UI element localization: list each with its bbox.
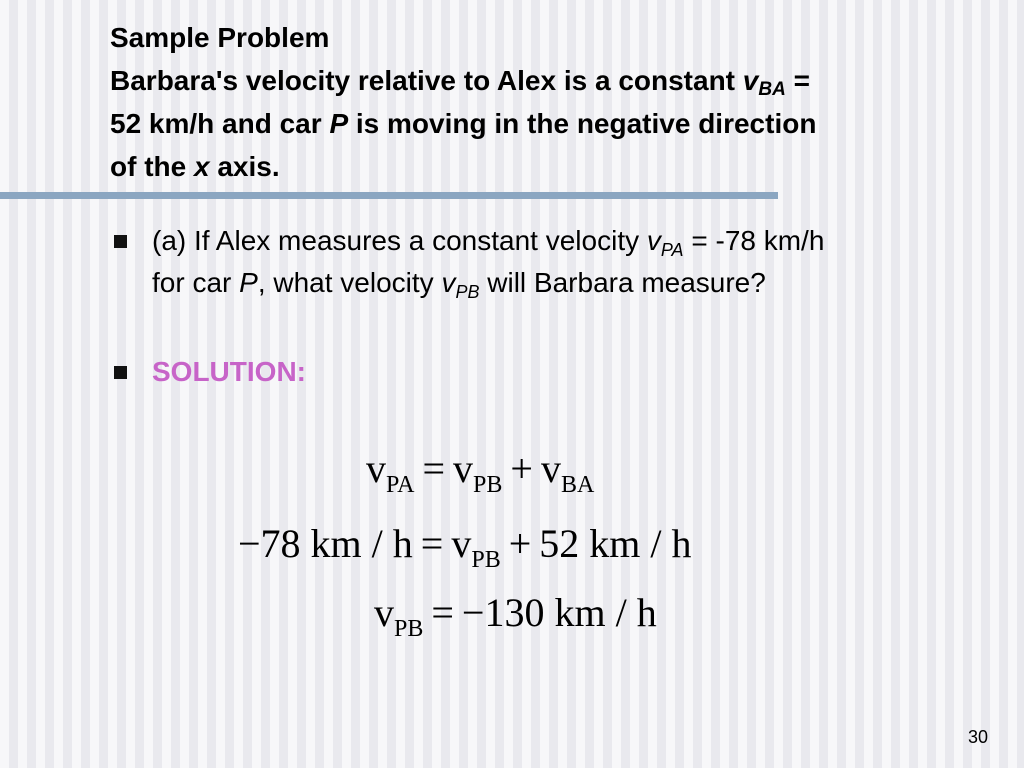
question-text: (a) If Alex measures a constant velocity — [152, 225, 647, 256]
eq-operator: = — [420, 521, 444, 566]
title-text: of the — [110, 151, 194, 182]
eq-subscript: PB — [394, 616, 424, 642]
velocity-subscript — [661, 240, 684, 260]
eq-value: −130 km / h — [461, 590, 657, 635]
subscript-text: PB — [455, 282, 480, 302]
eq-symbol: v — [451, 521, 472, 566]
eq-operator: = — [431, 590, 454, 635]
title-text: is moving in the negative direction — [348, 108, 817, 139]
eq-symbol: v — [540, 446, 561, 491]
eq-symbol: v — [366, 446, 386, 491]
question-text: for car — [152, 267, 240, 298]
title-line-3 — [110, 102, 990, 145]
title-text: axis. — [209, 151, 280, 182]
eq-subscript: PB — [473, 472, 503, 498]
page-number: 30 — [967, 727, 988, 747]
title-text: = — [785, 65, 810, 96]
title-line-4 — [110, 145, 990, 188]
title-text: Barbara's velocity relative to Alex is a constant — [110, 65, 743, 96]
velocity-symbol: v — [742, 65, 759, 96]
slide-title — [110, 16, 990, 188]
question-text: , what velocity — [257, 267, 442, 298]
bullet-item-question — [152, 220, 1012, 304]
title-text: 52 km/h and car — [110, 108, 330, 139]
velocity-symbol: v — [646, 225, 661, 256]
velocity-subscript — [455, 282, 479, 302]
eq-operator: = — [422, 446, 446, 491]
eq-subscript: PA — [386, 472, 415, 498]
equation-result — [374, 589, 657, 642]
bullet-square-icon — [114, 366, 127, 379]
question-text: will Barbara measure? — [479, 267, 766, 298]
eq-operator: + — [508, 521, 532, 566]
car-symbol: P — [329, 108, 349, 139]
question-text: = -78 km/h — [683, 225, 825, 256]
eq-symbol: v — [374, 590, 394, 635]
eq-value: −78 km / h — [238, 521, 413, 566]
eq-symbol: v — [453, 446, 474, 491]
velocity-subscript — [758, 79, 785, 100]
axis-symbol: x — [194, 151, 210, 182]
bullet-square-icon — [114, 235, 127, 248]
eq-operator: + — [510, 446, 533, 491]
equation-substitution — [238, 520, 692, 573]
solution-label: SOLUTION: — [152, 356, 306, 387]
title-line-1: Sample Problem — [110, 22, 330, 53]
eq-value: 52 km / h — [539, 521, 692, 566]
title-line-2 — [110, 59, 990, 102]
equation-relative-velocity — [366, 445, 595, 498]
question-line-1 — [152, 220, 1012, 262]
eq-subscript: BA — [560, 472, 595, 498]
subscript-text: BA — [758, 79, 786, 100]
car-symbol: P — [239, 267, 258, 298]
question-line-2 — [152, 262, 1012, 304]
title-divider — [0, 192, 778, 199]
subscript-text: PA — [660, 240, 684, 260]
eq-subscript: PB — [471, 547, 501, 573]
velocity-symbol: v — [441, 267, 456, 298]
